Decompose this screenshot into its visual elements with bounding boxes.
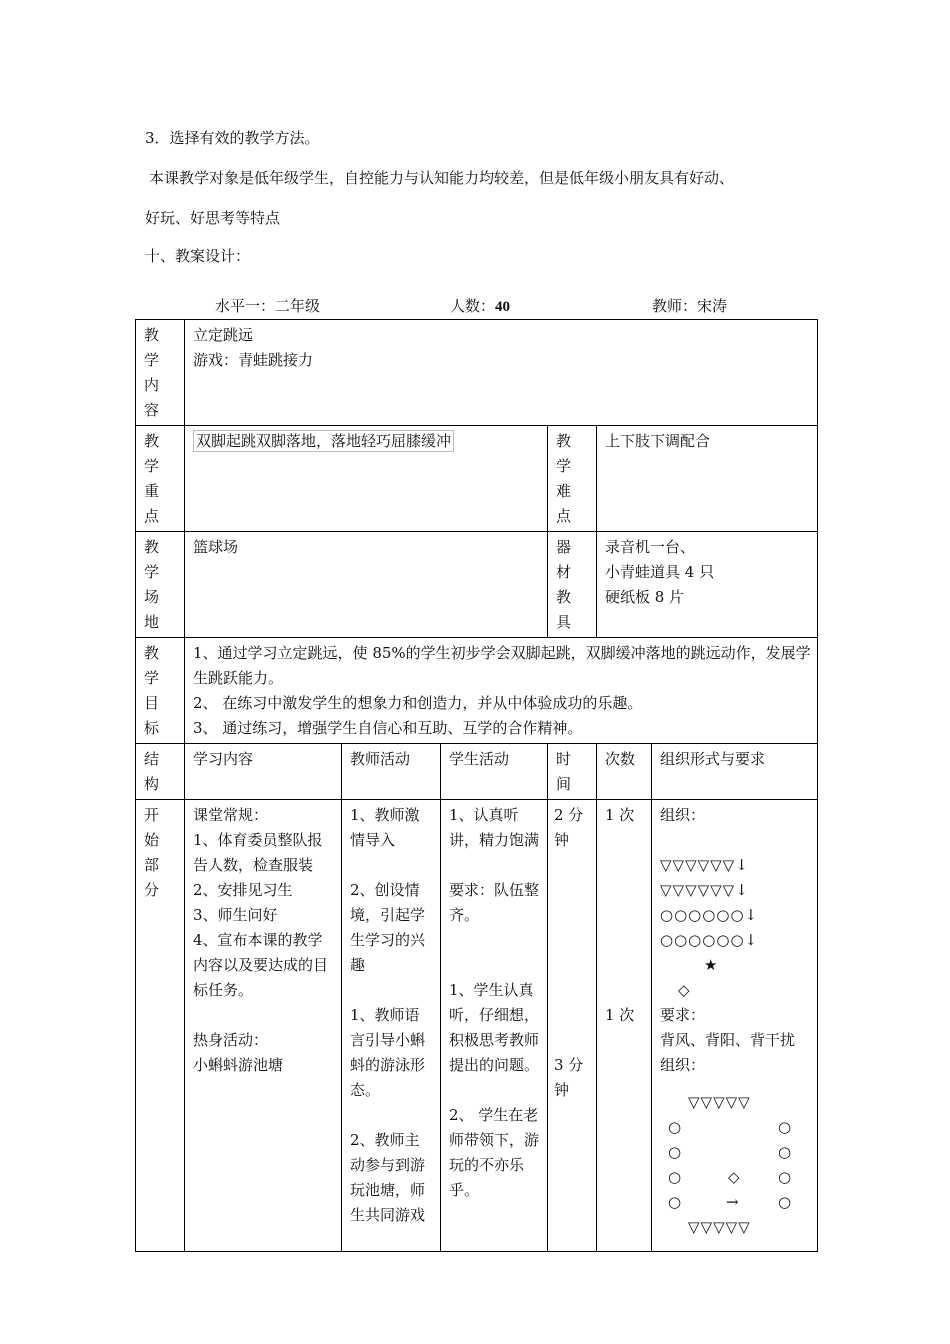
formation-row: ▽▽▽▽▽▽↓ — [660, 881, 749, 899]
col-times: 次数 — [597, 744, 652, 800]
formation-row: ○○○○○○↓ — [660, 906, 759, 924]
circle-icon: ○ — [778, 1118, 792, 1136]
equipment-label: 器 材 教 具 — [548, 532, 597, 638]
start-student-cell: 1、认真听讲，精力饱满 要求：队伍整齐。 1、学生认真听，仔细想，积极思考教师提出的问题。 2、 学生在老师带领下，游玩的不亦乐乎。 — [441, 800, 548, 1252]
circle-icon: ○ — [668, 1118, 682, 1136]
content-label: 教 学 内 容 — [136, 320, 185, 426]
table-row — [136, 800, 818, 1252]
start-teacher-cell: 1、教师激情导入 2、创设情境，引起学生学习的兴趣 1、教师语言引导小蝌蚪的游泳形态。 2、教师主动参与到游玩池塘，师生共同游戏 — [342, 800, 441, 1252]
pond-diagram: ▽▽▽▽▽ ○ ○ ○ ○ ○ ◇ ○ ○ → ○ ▽▽▽▽▽ — [668, 1093, 792, 1236]
col-teacher: 教师活动 — [342, 744, 441, 800]
col-study: 学习内容 — [185, 744, 342, 800]
col-org: 组织形式与要求 — [652, 744, 818, 800]
table-row — [136, 532, 818, 638]
grade-level: 水平一：二年级 — [215, 297, 321, 315]
start-time-cell: 2 分钟 3 分钟 — [548, 800, 597, 1252]
keypoint-cell: 双脚起跳双脚落地，落地轻巧屈膝缓冲 — [185, 426, 548, 532]
start-label: 开 始 部 分 — [136, 800, 185, 1252]
table-row — [136, 426, 818, 532]
circle-icon: ○ — [778, 1168, 792, 1186]
circle-icon: ○ — [668, 1143, 682, 1161]
col-structure: 结 构 — [136, 744, 185, 800]
paragraph-line: 本课教学对象是低年级学生，自控能力与认知能力均较差，但是低年级小朋友具有好动、 — [149, 169, 735, 187]
diamond-icon: ◇ — [678, 981, 690, 999]
difficulty-cell: 上下肢下调配合 — [597, 426, 818, 532]
goals-cell: 1、通过学习立定跳远，使 85%的学生初步学会双脚起跳，双脚缓冲落地的跳远动作，发展学生跳跃能力。 2、 在练习中激发学生的想象力和创造力，并从中体验成功的乐趣。 3、 通过练习，增强学生自信心和互助、互学的合作精神。 — [185, 638, 818, 744]
star-icon: ★ — [704, 956, 718, 974]
venue-label: 教 学 场 地 — [136, 532, 185, 638]
teacher-name: 教师：宋涛 — [652, 297, 728, 315]
arrow-right-icon: → — [726, 1193, 739, 1211]
student-count: 人数：40 — [450, 297, 511, 315]
start-times-cell: 1 次 1 次 — [597, 800, 652, 1252]
formation-row: ▽▽▽▽▽▽↓ — [660, 856, 749, 874]
circle-icon: ○ — [778, 1143, 792, 1161]
goals-label: 教 学 目 标 — [136, 638, 185, 744]
equipment-cell: 录音机一台、 小青蛙道具 4 只 硬纸板 8 片 — [597, 532, 818, 638]
circle-icon: ○ — [668, 1168, 682, 1186]
keypoint-label: 教 学 重 点 — [136, 426, 185, 532]
table-row — [136, 320, 818, 426]
content-cell: 立定跳远 游戏：青蛙跳接力 — [185, 320, 818, 426]
section-heading-method: 3．选择有效的教学方法。 — [145, 129, 320, 147]
start-study-cell: 课堂常规： 1、体育委员整队报告人数，检查服装 2、安排见习生 3、师生问好 4、宣布本课的教学内容以及要达成的目标任务。 热身活动： 小蝌蚪游池塘 — [185, 800, 342, 1252]
diamond-icon: ◇ — [728, 1168, 740, 1186]
col-student: 学生活动 — [441, 744, 548, 800]
lesson-plan-table — [135, 319, 818, 1252]
circle-icon: ○ — [778, 1193, 792, 1211]
venue-cell: 篮球场 — [185, 532, 548, 638]
table-row — [136, 638, 818, 744]
start-org-cell: 组织： ▽▽▽▽▽▽↓ ▽▽▽▽▽▽↓ ○○○○○○↓ ○○○○○○↓ ★ ◇ 要求： 背风、背阳、背干扰 组织： ▽▽▽▽▽ ○ ○ ○ ○ ○ ◇ ○ ○ → ○ ▽▽▽▽▽ — [652, 800, 818, 1252]
col-time: 时 间 — [548, 744, 597, 800]
section-heading-design: 十、教案设计： — [145, 247, 251, 265]
difficulty-label: 教 学 难 点 — [548, 426, 597, 532]
table-header-row — [136, 744, 818, 800]
formation-row: ○○○○○○↓ — [660, 931, 759, 949]
circle-icon: ○ — [668, 1193, 682, 1211]
paragraph-line: 好玩、好思考等特点 — [145, 209, 281, 227]
